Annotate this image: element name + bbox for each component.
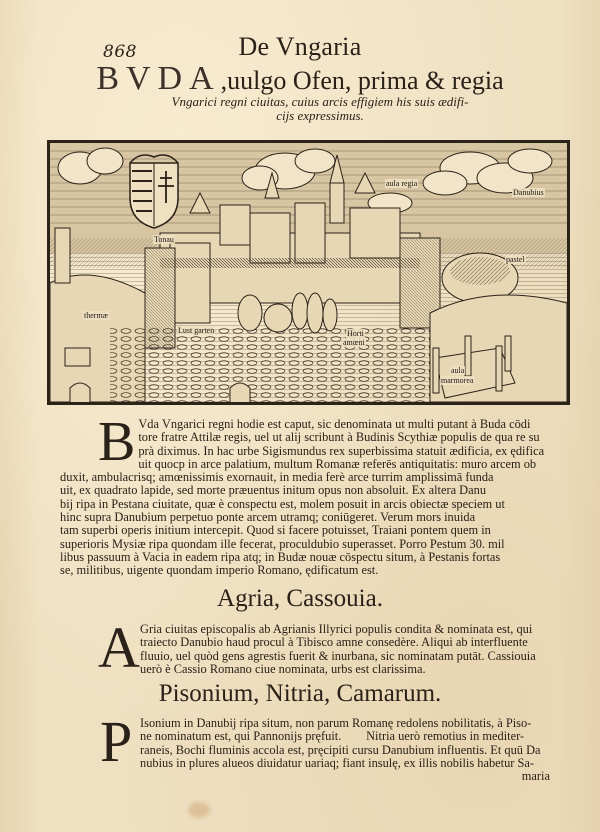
text-line: fluuio, uel quòd gens agrestis fuerit & inurbana, sic nominatam putāt. Cassiouia [140, 648, 536, 663]
text-line: tore fratre Attilæ regis, uel ut alij scribunt à Budinis Scythiæ populis de qua re su [138, 430, 540, 445]
text-line: uerò è Cassio Romano ciue nominata, urbs est clarissima. [140, 661, 426, 676]
subtitle-line: cijs expressimus. [276, 108, 364, 123]
text-line: Gria ciuitas episcopalis ab Agrianis Illyrici populis condita & nominata est, qui [140, 622, 533, 636]
paper-stain [188, 802, 210, 818]
text-line: traiecto Danubio haud procul à Tibisco amne consedère. Aliqui ab interfluente [140, 635, 528, 650]
label-horti-sub: amœni [343, 338, 365, 347]
text-line: uit, ex quadrato lapide, sed morte præuentus initum opus non absoluit. Ex altera Danu [60, 483, 487, 498]
text-line: ne nominatum est, qui Pannonijs pręfuit. Nitria uerò remotius in mediter- [140, 729, 525, 744]
subtitle-line: Vngarici regni ciuitas, cuius arcis effigiem his suis ædifi- [171, 94, 469, 109]
text-line: hinc supra Danubium perpetuo ponte arcem utramq; coniūgeret. Verum mors inuida [60, 510, 476, 525]
title-rest: ,uulgo Ofen, prima & regia [220, 66, 504, 95]
text-line: Isonium in Danubij ripa situm, non parum Romanę redolens nobilitatis, à Piso- [140, 716, 532, 730]
text-line: duxit, ambulacrisq; amœnissimis exornauit, in media ferè arce turrim amplissimā funda [60, 470, 494, 485]
dropcap-p: P [100, 709, 133, 774]
coat-of-arms-icon [130, 155, 178, 228]
label-tonau: Tonau [154, 235, 174, 244]
section-pisonium [100, 709, 550, 784]
label-thermae: thermæ [84, 311, 108, 320]
buda-cityscape-image [50, 143, 567, 402]
heading-pisonium: Pisonium, Nitria, Camarum. [158, 680, 442, 707]
subtitle [150, 95, 490, 123]
page-number: 868 [103, 42, 137, 62]
text-line: libus passuum à Vacia in eadem ripa atq; in Budæ nouæ cōspectu situm, à Pestanis fortas [60, 549, 501, 564]
label-aula-regia: aula regia [386, 179, 418, 188]
label-horti: Horti [347, 329, 364, 338]
paragraph-buda [60, 411, 550, 578]
catchword: maria [521, 769, 550, 784]
section-buda [60, 411, 550, 578]
paragraph-pisonium [100, 709, 550, 784]
text-line: bij ripa in Pestana ciuitate, quæ è conspectu est, molem posuit in arcis obiectæ speciem ut [60, 496, 505, 511]
label-aula-marmorea-2: marmorea [441, 376, 474, 385]
running-head: De Vngaria [238, 32, 362, 61]
label-pastel: pastel [506, 255, 525, 264]
page-title [0, 60, 600, 98]
dropcap-b: B [98, 411, 136, 473]
text-line: nubius in plures alueos diuidatur uariaq; fiant insulę, ex illis nobilis habetur Sa- [140, 755, 535, 770]
label-aula-marmorea-1: aula [451, 366, 465, 375]
text-line: prà diximus. In hac urbe Sigismundus rex superbissima statuit ædificia, ex ędifica [138, 443, 545, 458]
text-line: se, militibus, uigente quondam imperio Romano, ędificatum est. [60, 563, 379, 578]
paragraph-agria [98, 615, 548, 680]
text-line: tam superbi operis initium intercepit. Quod si facere potuisset, Traiani pontem quem in [60, 523, 491, 538]
title-caps: BVDA [96, 60, 221, 97]
text-line: raneis, Bochi fluminis accola est, pręcipiti cursu Danubium influentis. Et quū Da [140, 742, 541, 757]
section-agria [98, 615, 548, 680]
label-lust-garten: Lust garten [178, 326, 215, 335]
text-line: Vda Vngarici regni hodie est caput, sic denominata ut multi putant à Buda cōdi [138, 417, 531, 431]
heading-agria: Agria, Cassouia. [217, 585, 383, 612]
label-danubius: Danubius [513, 188, 544, 197]
dropcap-a: A [98, 615, 140, 680]
woodcut-illustration [47, 140, 570, 405]
text-line: superioris Mysiæ ripa quondam ille fecerat, proculdubio superasset. Porro Pestum 30. mil [60, 536, 505, 551]
text-line: uit quocp in arce palatium, multum Romanæ referēs antiquitatis: muro arcem ob [138, 456, 537, 471]
